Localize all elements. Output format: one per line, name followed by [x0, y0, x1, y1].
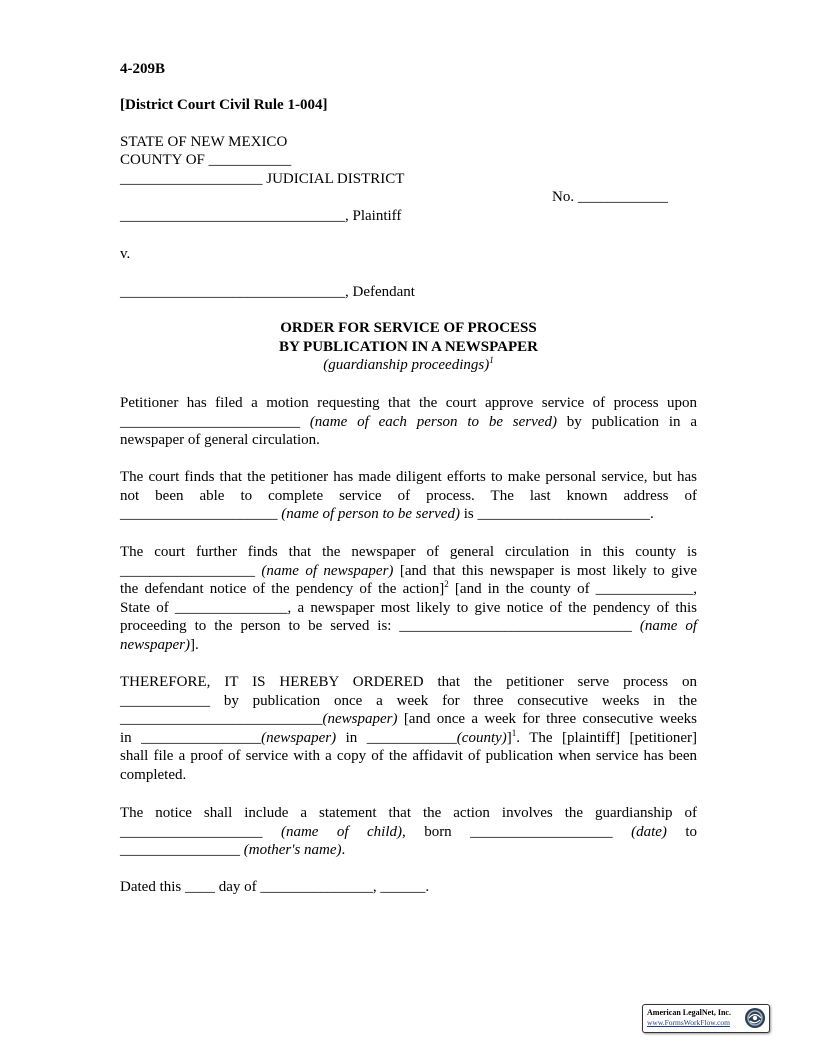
p2-line-2: not been able to complete service of process. The last known address of: [120, 487, 697, 504]
caption-district: ___________________ JUDICIAL DISTRICT: [120, 171, 405, 187]
caption-plaintiff: ______________________________, Plaintiff: [120, 208, 402, 224]
globe-icon: [744, 1007, 766, 1029]
p3-line-1: The court further finds that the newspaper of general circulation in this county is: [120, 544, 697, 560]
paragraph-notice: [120, 804, 697, 860]
p2-line-3: _____________________ (name of person to be served) is _______________________.: [120, 506, 654, 523]
p3-line-4: State of _______________, a newspaper most likely to give notice of the pendency of this: [120, 599, 697, 616]
footnote-ref: 1: [489, 355, 494, 365]
p3-line-5: proceeding to the person to be served is: _______________________________ (name of: [120, 618, 698, 635]
title-line-2: BY PUBLICATION IN A NEWSPAPER: [279, 339, 538, 355]
p5-line-1: The notice shall include a statement that the action involves the guardianship of: [120, 805, 697, 821]
caption-versus: v.: [120, 246, 131, 262]
p5-line-3: ________________ (mother's name).: [120, 842, 346, 859]
p1-line-2: ________________________ (name of each person to be served) by publication in a: [120, 413, 698, 430]
logo-company: American LegalNet, Inc.: [647, 1008, 731, 1017]
paragraph-newspaper: [120, 543, 697, 655]
p4-line-4: in ________________(newspaper) in ____________(county)]$^1$. The [plaintiff] [petitioner]: [120, 727, 698, 746]
p1-line-3: newspaper of general circulation.: [120, 432, 320, 449]
dated-line: Dated this ____ day of _______________, ______.: [120, 879, 430, 895]
p3-line-6: newspaper)].: [120, 636, 199, 653]
p3-line-2: __________________ (name of newspaper) [and that this newspaper is most likely to give: [120, 562, 697, 579]
p4-line-2: ____________ by publication once a week for three consecutive weeks in the: [120, 692, 697, 709]
p1-line-1: Petitioner has filed a motion requesting that the court approve service of process upon: [120, 395, 697, 411]
p4-line-3: ___________________________(newspaper) [and once a week for three consecutive weeks: [120, 711, 698, 728]
rule-reference: [District Court Civil Rule 1-004]: [120, 97, 328, 113]
p4-line-1: THEREFORE, IT IS HEREBY ORDERED that the petitioner serve process on: [120, 674, 697, 690]
logo-url[interactable]: www.FormsWorkFlow.com: [647, 1018, 731, 1027]
paragraph-order: [120, 673, 697, 785]
caption-defendant: ______________________________, Defendant: [120, 284, 415, 300]
case-number: No. ____________: [552, 189, 668, 205]
caption-state: STATE OF NEW MEXICO: [120, 134, 288, 150]
p5-line-2: ___________________ (name of child), born ___________________ (date) to: [120, 823, 698, 840]
form-number: 4-209B: [120, 61, 165, 77]
title-subtitle: (guardianship proceedings)$^1$: [323, 355, 494, 373]
paragraph-findings: [120, 468, 697, 524]
document-page: [120, 0, 697, 1056]
p3-line-3: the defendant notice of the pendency of the action]$^2$ [and in the county of _____________,: [120, 579, 697, 598]
american-legalnet-logo[interactable]: [642, 1004, 770, 1033]
p2-line-1: The court finds that the petitioner has made diligent efforts to make personal service, but has: [120, 469, 697, 485]
paragraph-motion: [120, 394, 697, 450]
caption-county: COUNTY OF ___________: [120, 152, 292, 168]
p4-line-6: completed.: [120, 766, 187, 783]
p4-line-5: shall file a proof of service with a copy of the affidavit of publication when service has been: [120, 748, 697, 765]
title-line-1: ORDER FOR SERVICE OF PROCESS: [280, 320, 537, 336]
